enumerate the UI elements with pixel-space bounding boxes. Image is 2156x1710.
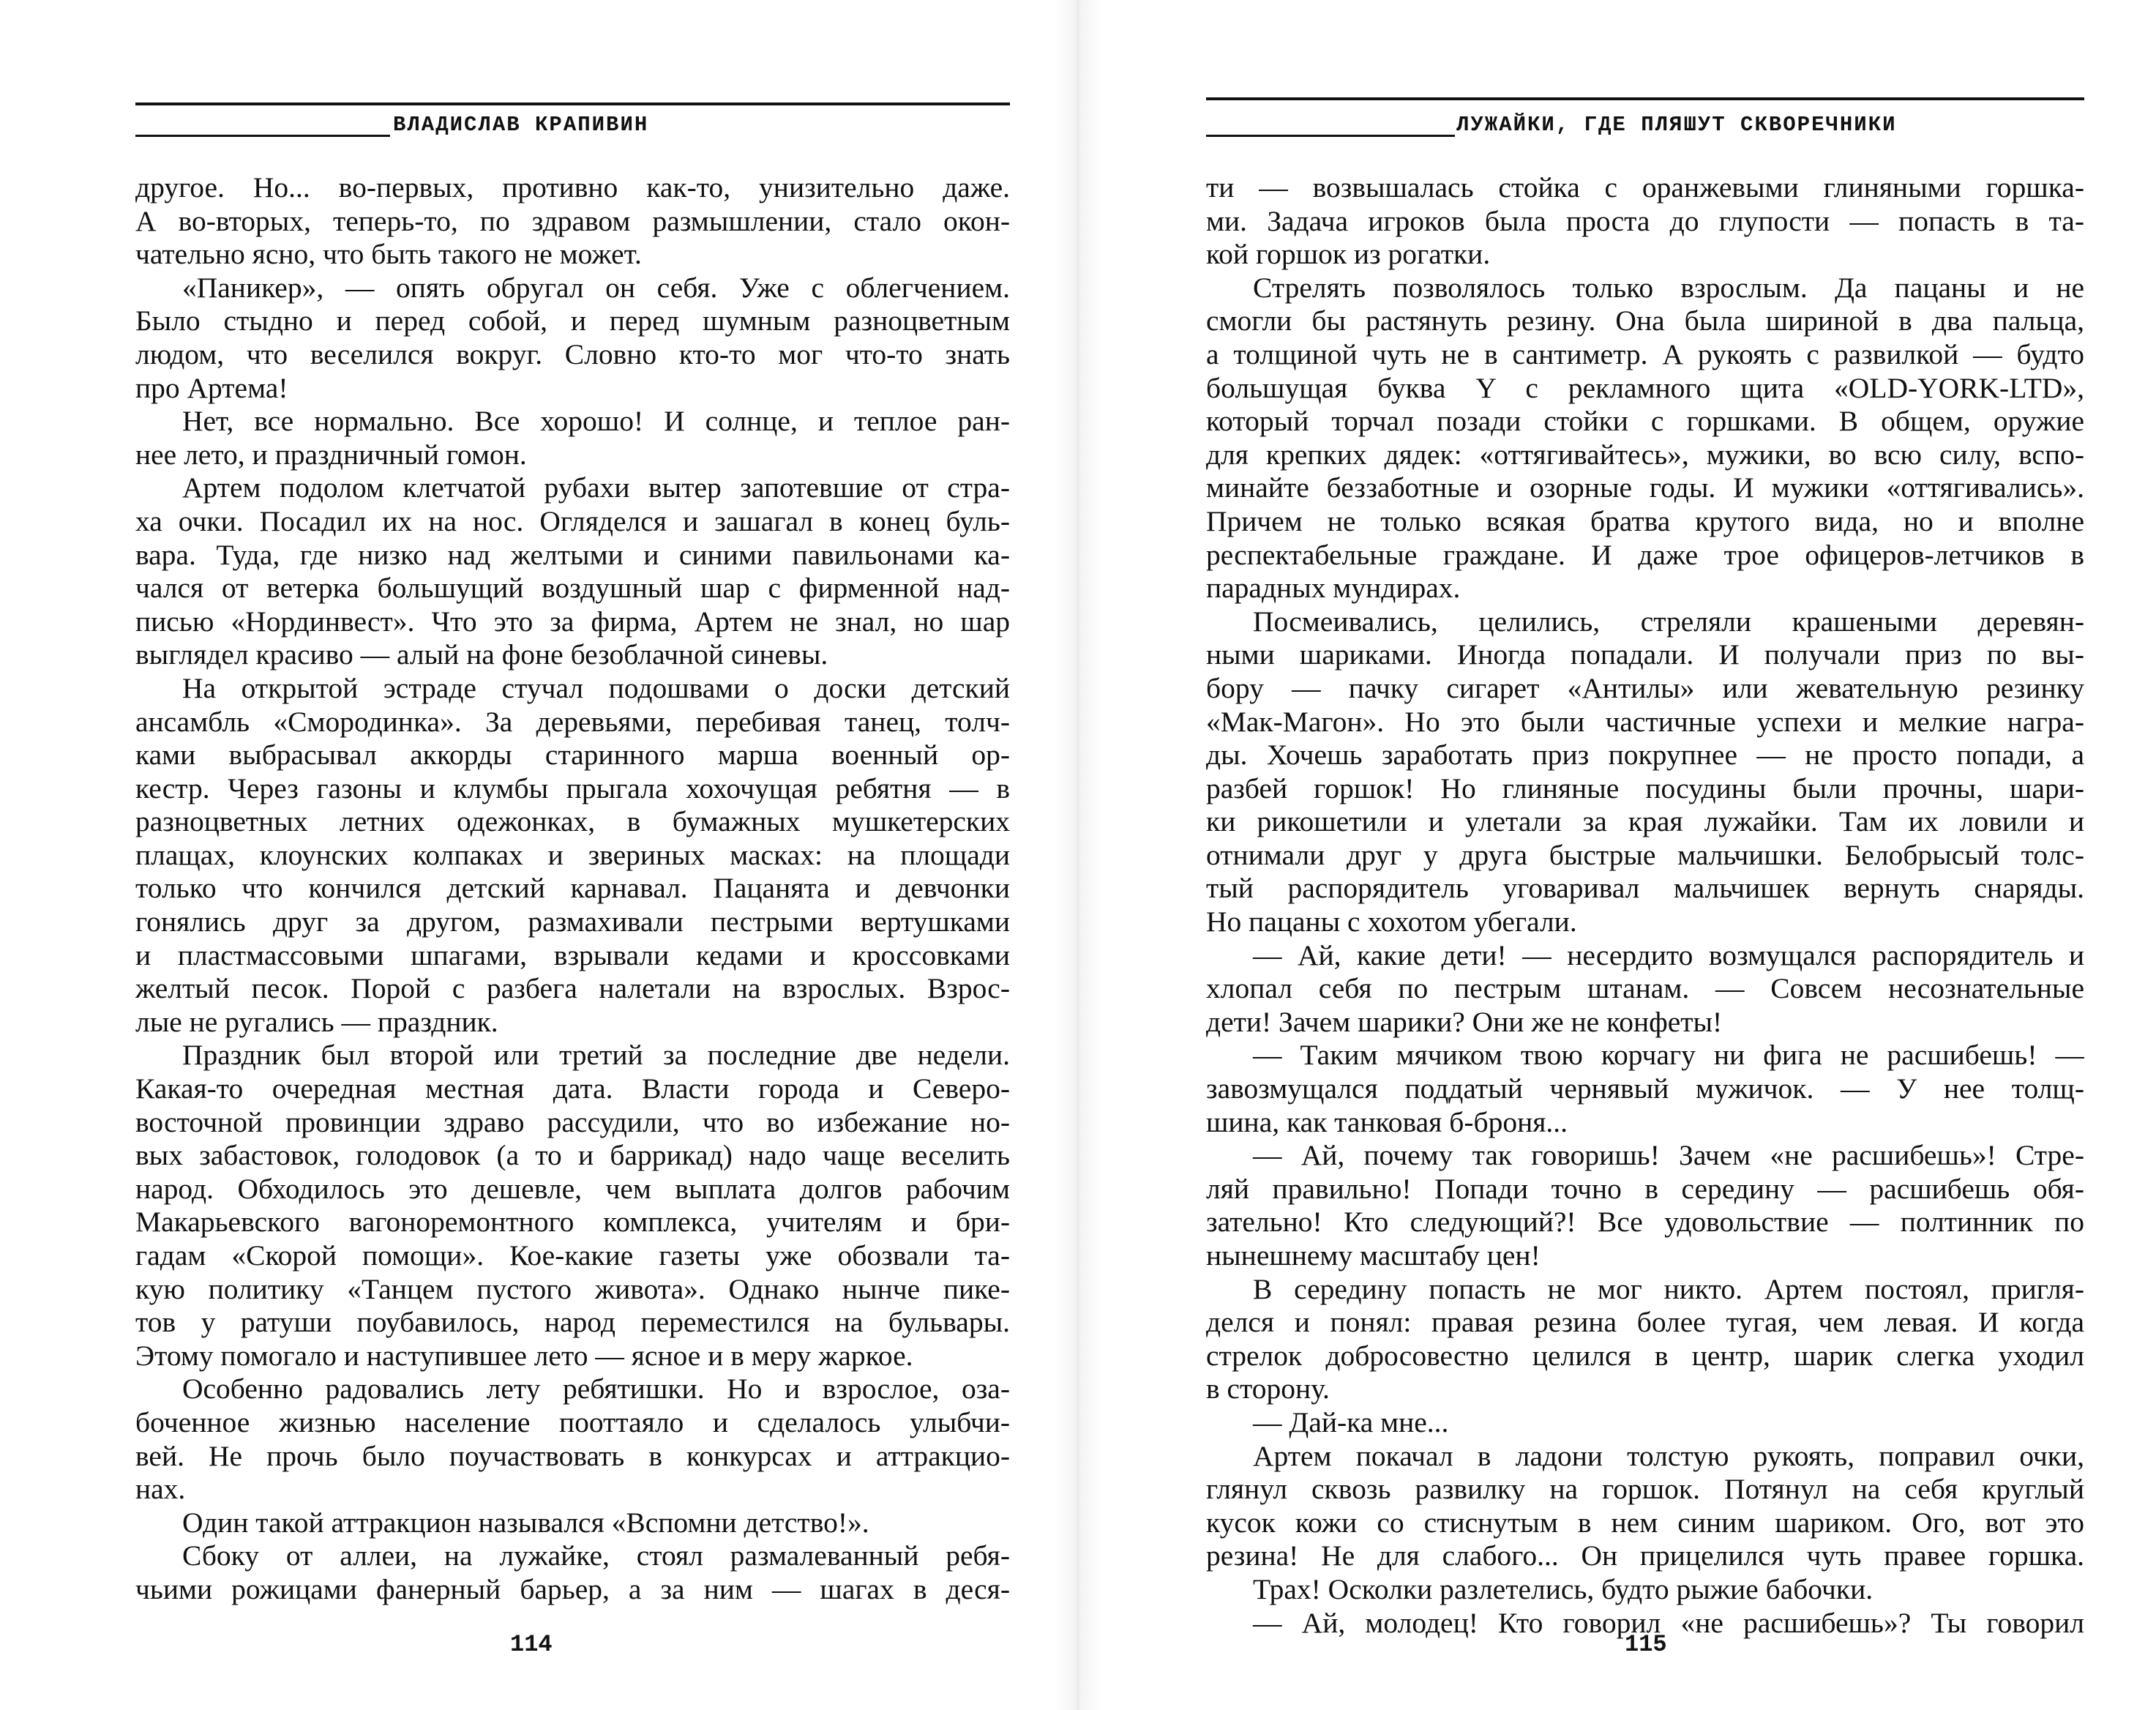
- running-head-underline: [1206, 135, 1455, 137]
- text-line: ансамбль «Смородинка». За деревьями, перебивая танец, толч-: [135, 705, 1010, 738]
- text-line: — Дай-ка мне...: [1253, 1405, 1449, 1438]
- text-line: другое. Но... во-первых, противно как-то, унизительно даже.: [135, 171, 1010, 204]
- text-line: Артем покачал в ладони толстую рукоять, поправил очки,: [1253, 1439, 2084, 1472]
- text-line: про Артема!: [135, 371, 288, 404]
- text-line: ды. Хочешь заработать приз покрупнее — не просто попади, а: [1206, 739, 2084, 772]
- body-text: [1206, 171, 2084, 1640]
- text-line: тов у ратуши поубавилось, народ переместился на бульвары.: [135, 1306, 1010, 1339]
- text-line: Нет, все нормально. Все хорошо! И солнце, и теплое ран-: [182, 405, 1010, 438]
- text-line: в сторону.: [1206, 1373, 1330, 1405]
- text-line: Макарьевского вагоноремонтного комплекса, учителям и бри-: [135, 1206, 1010, 1239]
- text-line: Было стыдно и перед собой, и перед шумным разноцветным: [135, 305, 1010, 337]
- text-line: делся и понял: правая резина более тугая, чем левая. И когда: [1206, 1306, 2084, 1339]
- text-line: ми. Задача игроков была проста до глупости — попасть в та-: [1206, 204, 2084, 237]
- text-line: и пластмассовыми шпагами, взрывали кедами и кроссовками: [135, 938, 1010, 971]
- text-line: кусок кожи со стиснутым в нем синим шариком. Ого, вот это: [1206, 1506, 2084, 1539]
- text-line: гонялись друг за другом, размахивали пестрыми вертушками: [135, 906, 1010, 938]
- text-line: тый распорядитель уговаривал мальчишек вернуть снаряды.: [1206, 872, 2084, 905]
- text-line: А во-вторых, теперь-то, по здравом размышлении, стало окон-: [135, 204, 1010, 237]
- running-head: ЛУЖАЙКИ, ГДЕ ПЛЯШУТ СКВОРЕЧНИКИ: [1456, 113, 1897, 137]
- text-line: В середину попасть не мог никто. Артем постоял, пригля-: [1253, 1272, 2084, 1305]
- text-line: чательно ясно, что быть такого не может.: [135, 238, 642, 271]
- text-line: писью «Нординвест». Что это за фирма, Артем не знал, но шар: [135, 605, 1010, 638]
- text-line: бору — пачку сигарет «Антилы» или жевательную резинку: [1206, 671, 2084, 704]
- text-line: — Ай, молодец! Кто говорил «не расшибешь»? Ты говорил: [1253, 1606, 2084, 1639]
- text-line: народ. Обходилось это дешевле, чем выплата долгов рабочим: [135, 1172, 1010, 1205]
- text-line: зательно! Кто следующий?! Все удовольствие — полтинник по: [1206, 1206, 2084, 1239]
- text-line: выглядел красиво — алый на фоне безоблачной синевы.: [135, 638, 828, 671]
- text-line: глянул сквозь развилку на горшок. Потянул на себя круглый: [1206, 1473, 2084, 1506]
- text-line: Стрелять позволялось только взрослым. Да пацаны и не: [1253, 271, 2084, 304]
- text-line: вара. Туда, где низко над желтыми и синими павильонами ка-: [135, 538, 1010, 571]
- text-line: Особенно радовались лету ребятишки. Но и взрослое, оза-: [182, 1373, 1010, 1405]
- header-rule: [135, 102, 1010, 105]
- body-text: [135, 171, 1010, 1607]
- text-line: ти — возвышалась стойка с оранжевыми глиняными горшка-: [1206, 171, 2084, 204]
- text-line: вых забастовок, голодовок (а то и баррикад) надо чаще веселить: [135, 1139, 1010, 1172]
- text-line: Праздник был второй или третий за последние две недели.: [182, 1039, 1010, 1072]
- text-line: для крепких дядек: «оттягивайтесь», мужики, во всю силу, вспо-: [1206, 438, 2084, 471]
- text-line: боченное жизнью население пооттаяло и сделалось улыбчи-: [135, 1405, 1010, 1438]
- text-line: ками выбрасывал аккорды старинного марша военный ор-: [135, 739, 1010, 772]
- text-line: На открытой эстраде стучал подошвами о доски детский: [182, 671, 1010, 704]
- text-line: кой горшок из рогатки.: [1206, 238, 1491, 271]
- text-line: Артем подолом клетчатой рубахи вытер запотевшие от стра-: [182, 471, 1010, 504]
- text-line: только что кончился детский карнавал. Пацанята и девчонки: [135, 872, 1010, 905]
- text-line: разноцветных летних одежонках, в бумажных мушкетерских: [135, 805, 1010, 838]
- text-line: — Ай, почему так говоришь! Зачем «не расшибешь»! Стре-: [1253, 1139, 2084, 1172]
- text-line: Один такой аттракцион назывался «Вспомни детство!».: [182, 1506, 869, 1539]
- text-line: Но пацаны с хохотом убегали.: [1206, 906, 1577, 938]
- text-line: желтый песок. Порой с разбега налетали на взрослых. Взрос-: [135, 972, 1010, 1005]
- right-page: [1078, 0, 2156, 1710]
- text-line: Посмеивались, целились, стреляли крашеными деревян-: [1253, 605, 2084, 638]
- text-line: нынешнему масштабу цен!: [1206, 1239, 1541, 1272]
- text-line: стрелок добросовестно целился в центр, шарик слегка уходил: [1206, 1339, 2084, 1372]
- text-line: большущая буква Y с рекламного щита «OLD-YORK-LTD»,: [1206, 371, 2084, 404]
- text-line: чьими рожицами фанерный барьер, а за ним — шагах в деся-: [135, 1572, 1010, 1605]
- text-line: «Мак-Магон». Но это были частичные успехи и мелкие награ-: [1206, 705, 2084, 738]
- text-line: Этому помогало и наступившее лето — ясное и в меру жаркое.: [135, 1339, 913, 1372]
- text-line: минайте беззаботные и озорные годы. И мужики «оттягивались».: [1206, 471, 2084, 504]
- text-line: Причем не только всякая братва крутого вида, но и вполне: [1206, 504, 2084, 537]
- text-line: шина, как танковая б-броня...: [1206, 1105, 1568, 1138]
- text-line: чался от ветерка большущий воздушный шар с фирменной над-: [135, 572, 1010, 605]
- text-line: «Паникер», — опять обругал он себя. Уже с облегчением.: [182, 271, 1010, 304]
- text-line: завозмущался поддатый чернявый мужичок. — У нее толщ-: [1206, 1072, 2084, 1105]
- text-line: резина! Не для слабого... Он прицелился чуть правее горшка.: [1206, 1539, 2084, 1572]
- text-line: парадных мундирах.: [1206, 572, 1461, 605]
- text-line: ными шариками. Иногда попадали. И получали приз по вы-: [1206, 638, 2084, 671]
- running-head: ВЛАДИСЛАВ КРАПИВИН: [393, 113, 649, 137]
- text-line: ха очки. Посадил их на нос. Огляделся и зашагал в конец буль-: [135, 504, 1010, 537]
- text-line: респектабельные граждане. И даже трое офицеров-летчиков в: [1206, 538, 2084, 571]
- text-line: — Таким мячиком твою корчагу ни фига не расшибешь! —: [1253, 1039, 2084, 1072]
- text-line: отнимали друг у друга быстрые мальчишки. Белобрысый толс-: [1206, 838, 2084, 871]
- page-number: 115: [1625, 1631, 1667, 1658]
- text-line: кую политику «Танцем пустого живота». Однако нынче пике-: [135, 1272, 1010, 1305]
- text-line: людом, что веселился вокруг. Словно кто-то мог что-то знать: [135, 337, 1010, 370]
- running-head-underline: [135, 135, 390, 137]
- text-line: Трах! Осколки разлетелись, будто рыжие бабочки.: [1253, 1572, 1874, 1605]
- text-line: лые не ругались — праздник.: [135, 1005, 498, 1038]
- text-line: Какая-то очередная местная дата. Власти города и Северо-: [135, 1072, 1010, 1105]
- text-line: нах.: [135, 1473, 186, 1506]
- text-line: Сбоку от аллеи, на лужайке, стоял размалеванный ребя-: [182, 1539, 1010, 1572]
- text-line: а толщиной чуть не в сантиметр. А рукоять с развилкой — будто: [1206, 337, 2084, 370]
- text-line: ляй правильно! Попади точно в середину — расшибешь обя-: [1206, 1172, 2084, 1205]
- text-line: нее лето, и праздничный гомон.: [135, 438, 527, 471]
- text-line: дети! Зачем шарики? Они же не конфеты!: [1206, 1005, 1723, 1038]
- text-line: хлопал себя по пестрым штанам. — Совсем несознательные: [1206, 972, 2084, 1005]
- text-line: восточной провинции здраво рассудили, что во избежание но-: [135, 1105, 1010, 1138]
- text-line: смогли бы растянуть резину. Она была шириной в два пальца,: [1206, 305, 2084, 337]
- text-line: гадам «Скорой помощи». Кое-какие газеты уже обозвали та-: [135, 1239, 1010, 1272]
- text-line: который торчал позади стойки с горшками. В общем, оружие: [1206, 405, 2084, 438]
- text-line: ки рикошетили и улетали за края лужайки. Там их ловили и: [1206, 805, 2084, 838]
- text-line: разбей горшок! Но глиняные посудины были прочны, шари-: [1206, 772, 2084, 804]
- text-line: плащах, клоунских колпаках и звериных масках: на площади: [135, 838, 1010, 871]
- page-number: 114: [510, 1631, 553, 1658]
- text-line: — Ай, какие дети! — несердито возмущался распорядитель и: [1253, 938, 2084, 971]
- header-rule: [1206, 97, 2084, 100]
- text-line: кестр. Через газоны и клумбы прыгала хохочущая ребятня — в: [135, 772, 1010, 804]
- text-line: вей. Не прочь было поучаствовать в конкурсах и аттракцио-: [135, 1439, 1010, 1472]
